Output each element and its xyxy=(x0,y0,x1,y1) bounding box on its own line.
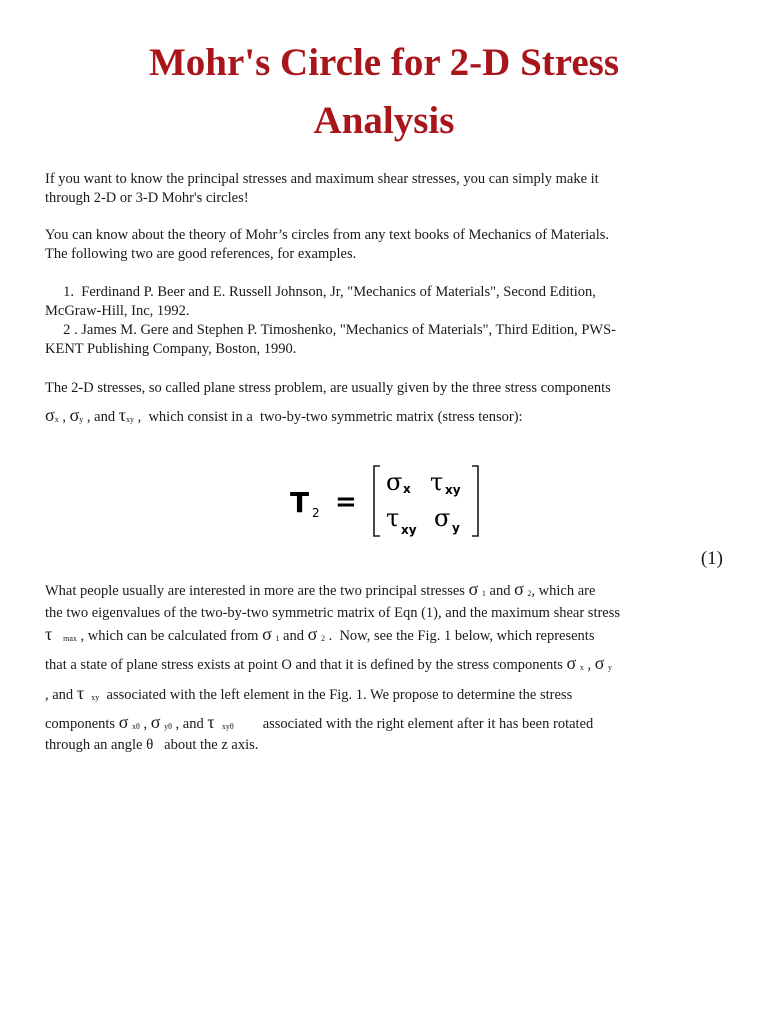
separator: , xyxy=(58,409,70,425)
principal-line-4: that a state of plane stress exists at point O and that it is defined by the stress components σ x , σ y xyxy=(45,653,613,673)
text-span: through an angle xyxy=(45,736,147,753)
plane-stress-line-2 xyxy=(45,406,735,429)
reference-item-1 xyxy=(45,283,735,321)
right-bracket xyxy=(472,466,478,536)
matrix-sub-y: y xyxy=(452,521,460,535)
page-title xyxy=(0,34,768,150)
subscript-x-theta: xθ xyxy=(132,722,140,731)
subscript-x: x xyxy=(54,415,59,424)
subscript-y: y xyxy=(79,415,84,424)
title-line-1: Mohr's Circle for 2-D Stress xyxy=(148,41,620,84)
text-span: associated with the left element in the Fig. 1. We propose to determine the stress xyxy=(99,686,573,703)
subscript-y: y xyxy=(608,663,613,672)
tensor-subscript: 2 xyxy=(312,506,320,520)
tau-symbol: τ xyxy=(76,682,85,703)
principal-line-6: components σ xθ , σ yθ , and τ xyθ associated with the right element after it has been rotated xyxy=(45,712,594,732)
reference-1-line-1: 1. Ferdinand P. Beer and E. Russell Johnson, Jr, "Mechanics of Materials", Second Edition, xyxy=(45,284,596,300)
principal-line-3 xyxy=(45,623,735,653)
sigma-symbol: σ xyxy=(118,712,129,732)
reference-item-2 xyxy=(45,321,735,359)
sigma-symbol: σ xyxy=(566,653,577,673)
reference-2-line-1: 2 . James M. Gere and Stephen P. Timoshenko, "Mechanics of Materials", Third Edition, PWS- xyxy=(45,322,616,338)
sigma-symbol: σ xyxy=(69,405,80,425)
text-span: that a state of plane stress exists at point O and that it is defined by the stress components xyxy=(45,657,567,673)
matrix-tau-xy-top: τ xyxy=(430,468,444,496)
subscript-max: max xyxy=(63,633,77,643)
sigma-symbol: σ xyxy=(514,579,524,599)
intro-line-1: If you want to know the principal stresses and maximum shear stresses, you can simply make it xyxy=(45,171,599,187)
text-span: components xyxy=(45,716,119,732)
plane-stress-line-1: The 2-D stresses, so called plane stress problem, are usually given by the three stress components xyxy=(45,380,611,396)
title-line-2: Analysis xyxy=(313,99,455,142)
text-span: associated with the right element after it has been rotated xyxy=(262,716,594,732)
subscript-y-theta: yθ xyxy=(164,722,172,731)
matrix-sub-xy-bottom: xy xyxy=(401,523,417,537)
text-span: What people usually are interested in more are the two principal stresses xyxy=(45,583,469,599)
sigma-symbol: σ xyxy=(262,623,272,644)
matrix-sigma-y: σ xyxy=(434,504,451,532)
text-span: , and xyxy=(45,686,77,703)
matrix-sub-xy-top: xy xyxy=(445,483,461,497)
theory-line-2: The following two are good references, for examples. xyxy=(45,246,357,262)
text-span: about the z axis. xyxy=(153,736,259,753)
subscript-xy: xy xyxy=(91,692,100,702)
left-bracket xyxy=(374,466,380,536)
subscript-2: 2 xyxy=(527,589,532,598)
theory-paragraph xyxy=(45,226,735,264)
sigma-symbol: σ xyxy=(307,623,318,644)
matrix-tau-xy-bottom: τ xyxy=(386,504,400,532)
plane-stress-paragraph xyxy=(45,379,735,429)
principal-stress-paragraph xyxy=(45,578,735,755)
reference-1-line-2: McGraw-Hill, Inc, 1992. xyxy=(45,303,190,319)
text-span: , which can be calculated from xyxy=(76,627,263,644)
plane-stress-tail: , which consist in a two-by-two symmetric matrix (stress tensor): xyxy=(133,409,523,425)
text-span: . Now, see the Fig. 1 below, which represents xyxy=(324,627,595,644)
tensor-symbol: T xyxy=(290,486,310,519)
text-span: , which are xyxy=(531,583,596,599)
subscript-1: 1 xyxy=(275,633,280,643)
theory-line-1: You can know about the theory of Mohr’s circles from any text books of Mechanics of Materials. xyxy=(45,227,610,243)
equals-sign: = xyxy=(335,487,357,517)
text-span: and xyxy=(279,627,308,644)
subscript-x: x xyxy=(579,663,584,672)
sigma-symbol: σ xyxy=(150,712,161,732)
sigma-symbol: σ xyxy=(594,653,605,673)
intro-paragraph xyxy=(45,170,735,208)
separator: , and xyxy=(83,409,119,425)
subscript-xy-theta: xyθ xyxy=(221,722,234,731)
equation-number: (1) xyxy=(700,548,723,569)
subscript-2: 2 xyxy=(320,633,325,643)
sigma-symbol: σ xyxy=(468,579,479,599)
theta-symbol: θ xyxy=(146,736,154,753)
principal-line-5 xyxy=(45,682,735,712)
intro-line-2: through 2-D or 3-D Mohr's circles! xyxy=(45,190,249,206)
subscript-1: 1 xyxy=(481,589,486,598)
matrix-sub-x: x xyxy=(403,482,411,496)
principal-line-2: the two eigenvalues of the two-by-two symmetric matrix of Eqn (1), and the maximum shear stress xyxy=(45,604,621,621)
tau-symbol: τ xyxy=(118,405,126,425)
tau-symbol: τ xyxy=(207,712,215,732)
sigma-symbol: σ xyxy=(45,405,55,425)
stress-tensor-equation xyxy=(290,464,490,540)
matrix-sigma-x: σ xyxy=(386,468,403,496)
reference-2-line-2: KENT Publishing Company, Boston, 1990. xyxy=(45,341,297,357)
text-span: and xyxy=(485,583,515,599)
subscript-xy: xy xyxy=(125,415,134,424)
tau-symbol: τ xyxy=(45,623,53,644)
